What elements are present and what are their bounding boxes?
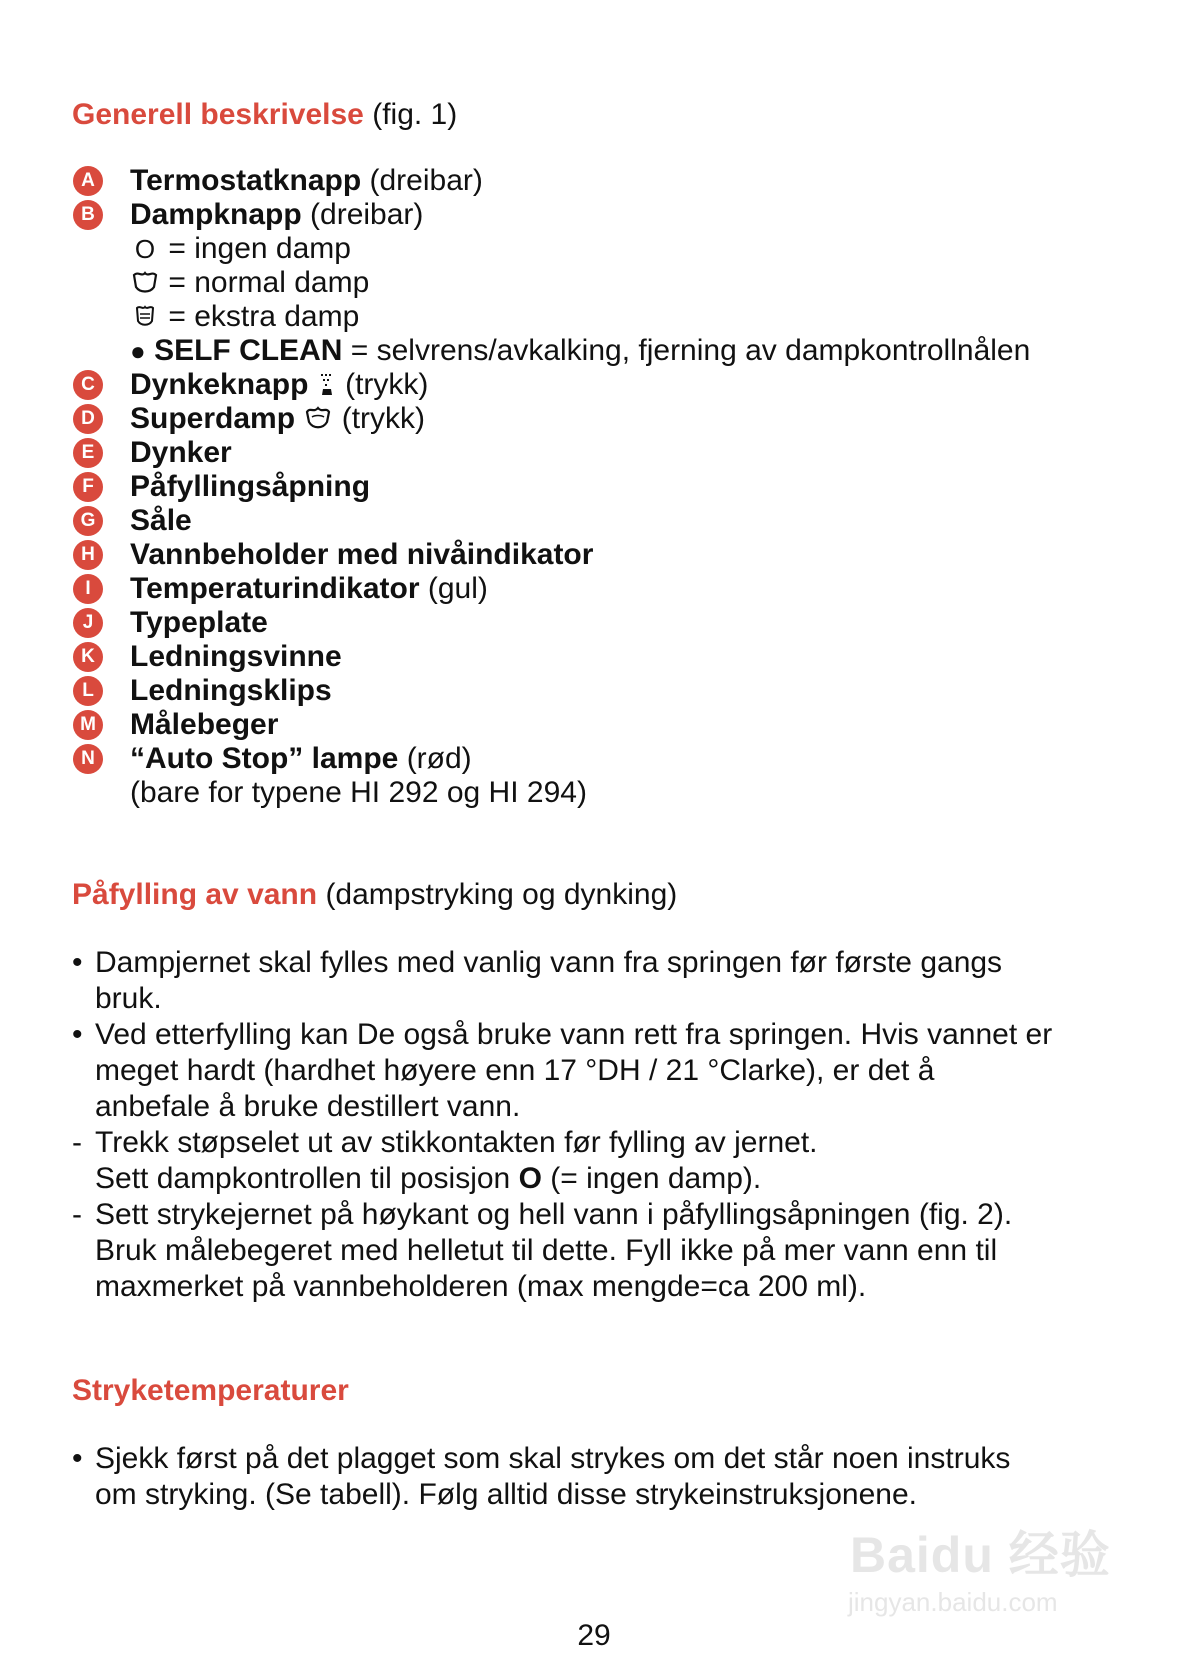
letter-badge-n: N	[73, 744, 103, 774]
filling-paragraph-4	[95, 1197, 1155, 1305]
letter-badge-h: H	[73, 540, 103, 570]
part-note-b: (dreibar)	[310, 198, 424, 231]
steam-setting-instruction	[95, 1161, 1155, 1197]
filling-title: Påfylling av vann	[72, 878, 318, 911]
filling-paragraph-2	[95, 1017, 1155, 1125]
general-title: Generell beskrivelse	[72, 98, 364, 131]
letter-badge-c: C	[73, 370, 103, 400]
watermark-url: jingyan.baidu.com	[848, 1587, 1058, 1617]
temps-paragraph-1	[95, 1441, 1155, 1513]
filling-heading	[72, 877, 677, 913]
part-name-k: Ledningsvinne	[130, 640, 342, 673]
part-note-n: (rød)	[406, 742, 472, 775]
steam-setting-normal-text: = normal damp	[168, 266, 370, 299]
text-line: anbefale å bruke destillert vann.	[95, 1090, 521, 1123]
part-n-type-note: (bare for typene HI 292 og HI 294)	[130, 776, 587, 809]
letter-badge-f: F	[73, 472, 103, 502]
bullet-marker: •	[72, 1018, 83, 1051]
text-line: meget hardt (hardhet høyere enn 17 °DH / 21 °Clarke), er det å	[95, 1054, 935, 1087]
steam-setting-none	[130, 231, 351, 267]
text-segment: Sett dampkontrollen til posisjon	[95, 1162, 511, 1195]
steam-setting-normal	[130, 265, 369, 301]
spray-icon	[317, 368, 345, 401]
part-name-c: Dynkeknapp	[130, 368, 309, 401]
filling-paragraph-3	[95, 1125, 1155, 1197]
ironing-temperatures-heading	[72, 1373, 349, 1409]
self-clean-text: = selvrens/avkalking, fjerning av dampkontrollnålen	[350, 334, 1031, 367]
normal-steam-icon	[130, 265, 160, 301]
letter-badge-a: A	[73, 166, 103, 196]
steam-setting-extra	[130, 299, 359, 335]
part-note-d: (trykk)	[341, 402, 426, 435]
no-steam-symbol: O	[134, 234, 156, 264]
letter-badge-b: B	[73, 200, 103, 230]
text-line: om stryking. (Se tabell). Følg alltid disse strykeinstruksjonene.	[95, 1478, 917, 1511]
part-name-i: Temperaturindikator	[130, 572, 420, 605]
watermark-brand: Baidu 经验	[850, 1527, 1111, 1583]
bullet-dot-icon: ●	[130, 336, 146, 366]
temps-title: Stryketemperaturer	[72, 1374, 349, 1407]
extra-steam-icon	[130, 299, 160, 335]
steam-setting-none-text: = ingen damp	[168, 232, 351, 265]
self-clean-line	[130, 333, 1030, 369]
text-line: maxmerket på vannbeholderen (max mengde=ca 200 ml).	[95, 1270, 867, 1303]
part-name-a: Termostatknapp	[130, 164, 362, 197]
text-line: Sett strykejernet på høykant og hell vann i påfyllingsåpningen (fig. 2).	[95, 1198, 1013, 1231]
part-name-e: Dynker	[130, 436, 232, 469]
general-description-heading	[72, 97, 457, 133]
part-name-l: Ledningsklips	[130, 674, 332, 707]
part-name-b: Dampknapp	[130, 198, 302, 231]
text-line: Ved etterfylling kan De også bruke vann rett fra springen. Hvis vannet er	[95, 1018, 1053, 1051]
letter-badge-d: D	[73, 404, 103, 434]
dash-marker: -	[72, 1198, 82, 1231]
part-name-h: Vannbeholder med nivåindikator	[130, 538, 594, 571]
filling-paragraph-1	[95, 945, 1155, 1017]
part-note-i: (gul)	[427, 572, 488, 605]
super-steam-icon	[303, 402, 341, 435]
letter-badge-i: I	[73, 574, 103, 604]
text-line: Sjekk først på det plagget som skal strykes om det står noen instruks	[95, 1442, 1011, 1475]
bullet-marker: •	[72, 946, 83, 979]
text-line: Bruk målebegeret med helletut til dette. Fyll ikke på mer vann enn til	[95, 1234, 998, 1267]
letter-badge-m: M	[73, 710, 103, 740]
part-name-d: Superdamp	[130, 402, 296, 435]
general-subtitle: (fig. 1)	[372, 98, 458, 131]
self-clean-label: SELF CLEAN	[154, 334, 343, 367]
bullet-marker: •	[72, 1442, 83, 1475]
part-name-g: Såle	[130, 504, 192, 537]
part-note-c: (trykk)	[345, 368, 429, 401]
letter-badge-l: L	[73, 676, 103, 706]
part-name-f: Påfyllingsåpning	[130, 470, 371, 503]
part-name-j: Typeplate	[130, 606, 268, 639]
text-segment: (= ingen damp).	[550, 1162, 762, 1195]
letter-badge-k: K	[73, 642, 103, 672]
letter-badge-e: E	[73, 438, 103, 468]
letter-badge-g: G	[73, 506, 103, 536]
part-name-m: Målebeger	[130, 708, 279, 741]
filling-subtitle: (dampstryking og dynking)	[325, 878, 678, 911]
part-note-a: (dreibar)	[369, 164, 483, 197]
letter-badge-j: J	[73, 608, 103, 638]
baidu-watermark	[840, 1515, 1120, 1625]
text-line: Trekk støpselet ut av stikkontakten før fylling av jernet.	[95, 1126, 818, 1159]
text-line: bruk.	[95, 982, 162, 1015]
dash-marker: -	[72, 1126, 82, 1159]
part-name-n: “Auto Stop” lampe	[130, 742, 399, 775]
position-o-label: O	[518, 1162, 542, 1195]
text-line: Dampjernet skal fylles med vanlig vann fra springen før første gangs	[95, 946, 1003, 979]
page-number: 29	[577, 1619, 611, 1652]
steam-setting-extra-text: = ekstra damp	[168, 300, 360, 333]
